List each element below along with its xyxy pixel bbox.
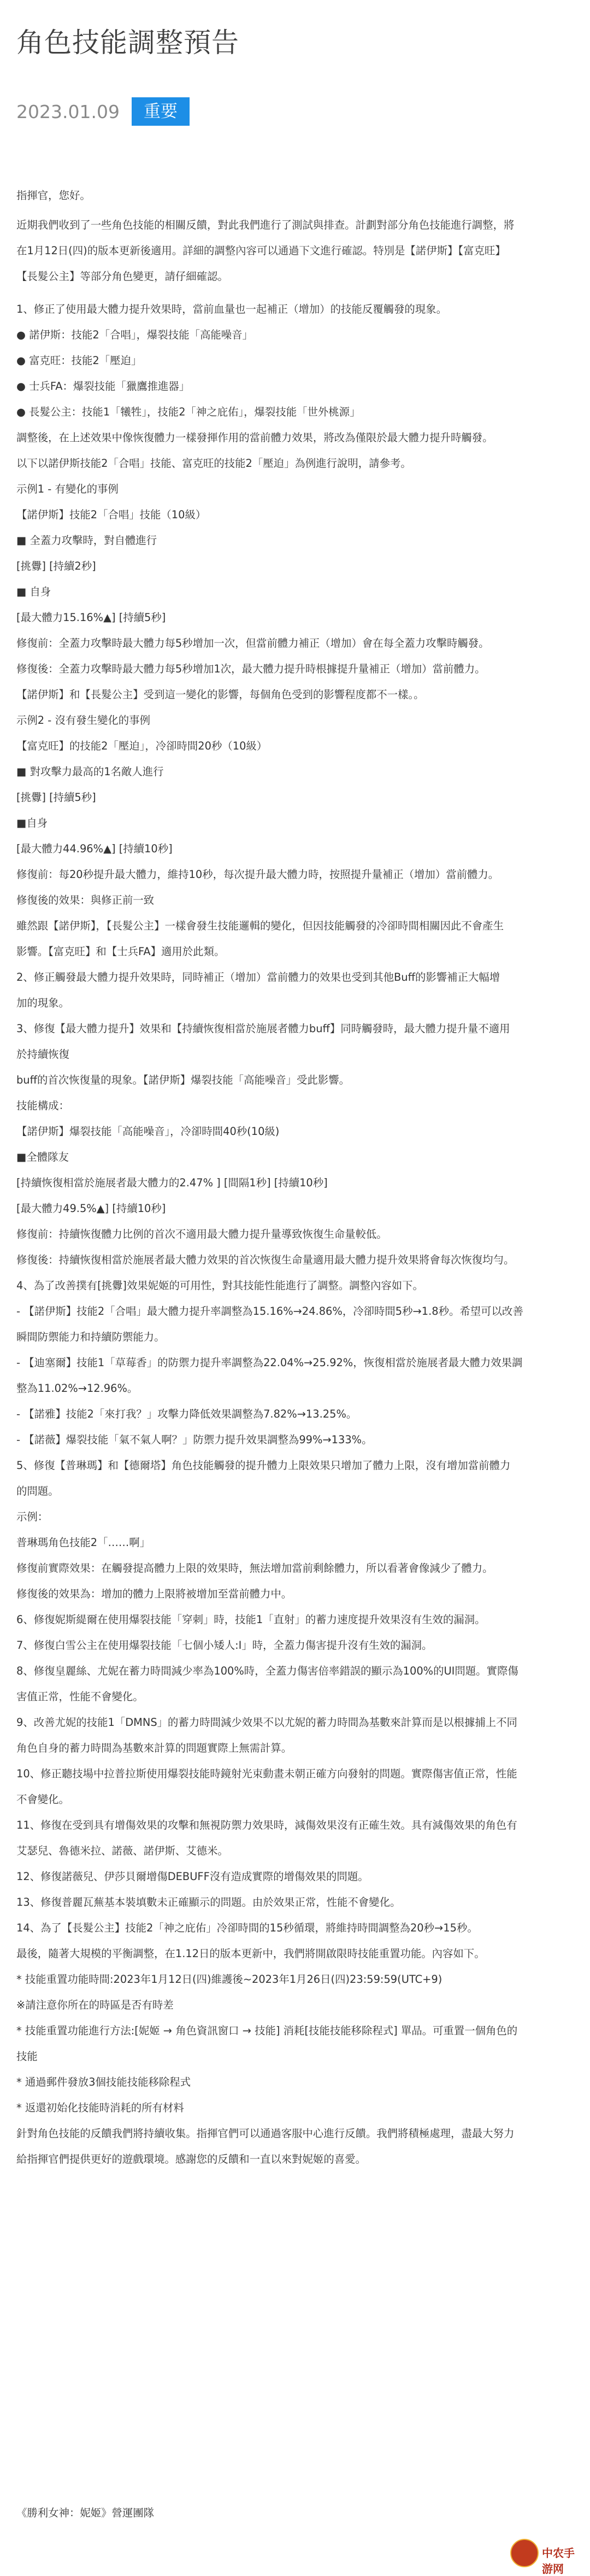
body-line: * 技能重置功能時間:2023年1月12日(四)維護後~2023年1月26日(四)23:59:59(UTC+9) — [16, 1973, 442, 1986]
signature: 《勝利女神：妮姬》營運團隊 — [16, 2507, 155, 2519]
body-line: 【諾伊斯】技能2「合唱」技能（10級） — [16, 508, 206, 521]
body-line: 艾瑟兒、魯德米拉、諾薇、諾伊斯、艾德米。 — [16, 1845, 228, 1857]
body-line: [最大體力49.5%▲] [持續10秒] — [16, 1202, 166, 1215]
body-line: 修復前：全蓋力攻擊時最大體力每5秒增加一次，但當前體力補正（增加）會在每全蓋力攻擊時觸發。 — [16, 637, 489, 649]
body-line: - 【諾雅】技能2「來打我？」攻擊力降低效果調整為7.82%→13.25%。 — [16, 1408, 357, 1420]
body-line: 示例： — [16, 1511, 49, 1523]
body-line: [最大體力44.96%▲] [持續10秒] — [16, 842, 173, 855]
body-line: 修復後的效果為：增加的體力上限將被增加至當前體力中。 — [16, 1588, 292, 1600]
body-line: 12、修復諾薇兒、伊莎貝爾增傷DEBUFF沒有造成實際的增傷效果的問題。 — [16, 1870, 369, 1883]
body-line: ■ 全蓋力攻擊時，對自體進行 — [16, 534, 157, 547]
body-line: 11、修復在受到具有增傷效果的攻擊和無視防禦力效果時，減傷效果沒有正確生效。具有減傷效果的角色有 — [16, 1819, 517, 1831]
body-line: 不會變化。 — [16, 1793, 69, 1806]
body-line: 在1月12日(四)的版本更新後適用。詳細的調整內容可以通過下文進行確認。特別是【諾伊斯】【富克旺】 — [16, 244, 506, 257]
watermark-emblem-icon — [510, 2539, 539, 2567]
body-line: 7、修復白雪公主在使用爆裂技能「七個小矮人:Ⅰ」時，全蓋力傷害提升沒有生效的漏洞。 — [16, 1639, 433, 1652]
body-line: 給指揮官們提供更好的遊戲環境。感謝您的反饋和一直以來對妮姬的喜愛。 — [16, 2153, 366, 2165]
body-line: - 【迪塞爾】技能1「草莓香」的防禦力提升率調整為22.04%→25.92%，恢復相當於施展者最大體力效果調 — [16, 1356, 523, 1369]
body-line: 指揮官，您好。 — [16, 189, 91, 202]
body-line: buff的首次恢復量的現象。【諾伊斯】爆裂技能「高能噪音」受此影響。 — [16, 1074, 350, 1086]
body-line: 9、改善尤妮的技能1「DMNS」的蓄力時間減少效果不以尤妮的蓄力時間為基數來計算而是以根據捕上不同 — [16, 1716, 517, 1729]
body-line: 【諾伊斯】和【長髮公主】受到這一變化的影響，每個角色受到的影響程度都不一樣。。 — [16, 688, 424, 701]
body-line: 普琳瑪角色技能2「……啊」 — [16, 1536, 151, 1549]
body-line: 示例2 - 沒有發生變化的事例 — [16, 714, 150, 727]
body-line: [持續恢復相當於施展者最大體力的2.47% ] [間隔1秒] [持續10秒] — [16, 1176, 328, 1189]
body-line: 【長髮公主】等部分角色變更，請仔細確認。 — [16, 270, 228, 283]
body-line: 10、修正聽技場中拉普拉斯使用爆裂技能時鏡射光束動畫未朝正確方向發射的問題。實際傷害值正常，性能 — [16, 1767, 517, 1780]
body-line: 影響。【富克旺】和【士兵FA】適用於此類。 — [16, 945, 225, 958]
body-line: ■自身 — [16, 817, 48, 829]
body-line: 害值正常，性能不會變化。 — [16, 1690, 144, 1703]
body-line: 技能構成： — [16, 1099, 69, 1112]
body-line: ■ 對攻擊力最高的1名敵人進行 — [16, 765, 164, 778]
body-line: 4、為了改善撲有[挑釁]效果妮姬的可用性，對其技能性能進行了調整。調整內容如下。 — [16, 1279, 423, 1292]
body-line: 技能 — [16, 2050, 38, 2063]
body-line: [挑釁] [持續5秒] — [16, 791, 96, 804]
body-line: * 技能重置功能進行方法:[妮姬 → 角色資訊窗口 → 技能] 消耗[技能技能移除程式] 單品。可重置一個角色的 — [16, 2024, 518, 2037]
body-line: ● 富克旺：技能2「壓迫」 — [16, 354, 142, 367]
important-badge: 重要 — [132, 97, 190, 126]
body-line: ● 諾伊斯：技能2「合唱」，爆裂技能「高能噪音」 — [16, 329, 253, 341]
body-line: 修復前實際效果：在觸發提高體力上限的效果時，無法增加當前剩餘體力，所以看著會像減少了體力。 — [16, 1562, 493, 1574]
body-line: ● 長髮公主：技能1「犧牲」，技能2「神之庇佑」，爆裂技能「世外桃源」 — [16, 406, 361, 418]
body-line: 5、修復【普琳瑪】和【德爾塔】角色技能觸發的提升體力上限效果只增加了體力上限，沒有增加當前體力 — [16, 1459, 511, 1472]
body-line: 修復後：持續恢復相當於施展者最大體力效果的首次恢復生命量適用最大體力提升效果將會每次恢復均勻。 — [16, 1254, 515, 1266]
body-line: * 通過郵件發放3個技能技能移除程式 — [16, 2076, 191, 2088]
body-line: 修復後的效果：與修正前一致 — [16, 894, 155, 906]
body-line: - 【諾薇】爆裂技能「氣不氣人啊？」防禦力提升效果調整為99%→133%。 — [16, 1433, 373, 1446]
body-line: 近期我們收到了一些角色技能的相關反饋，對此我們進行了測試與排查。計劃對部分角色技能進行調整，將 — [16, 219, 515, 231]
publish-date: 2023.01.09 — [16, 101, 120, 122]
body-line: ※請注意你所在的時區是否有時差 — [16, 1999, 174, 2011]
body-line: ● 士兵FA：爆裂技能「獵鷹推進器」 — [16, 380, 190, 393]
body-line: 修復後：全蓋力攻擊時最大體力每5秒增加1次，最大體力提升時根據提升量補正（增加）當前體力。 — [16, 663, 486, 675]
body-line: 【富克旺】的技能2「壓迫」，冷卻時間20秒（10級） — [16, 740, 268, 752]
body-line: 修復前：每20秒提升最大體力，維持10秒，每次提升最大體力時，按照提升量補正（增加）當前體力。 — [16, 868, 499, 881]
body-line: 8、修復皇麗絲、尤妮在蓄力時間減少率為100%時，全蓋力傷害倍率錯誤的顯示為100%的UI問題。實際傷 — [16, 1665, 518, 1677]
body-line: ■全體隊友 — [16, 1151, 69, 1163]
body-line: 以下以諾伊斯技能2「合唱」技能、富克旺的技能2「壓迫」為例進行說明，請參考。 — [16, 457, 411, 470]
body-line: 2、修正觸發最大體力提升效果時，同時補正（增加）當前體力的效果也受到其他Buff的影響補正大幅增 — [16, 971, 500, 983]
body-line: 於持續恢復 — [16, 1048, 69, 1061]
body-line: 角色自身的蓄力時間為基數來計算的問題實際上無需計算。 — [16, 1742, 292, 1754]
body-line: 加的現象。 — [16, 997, 69, 1009]
article-meta — [16, 97, 190, 126]
body-line: 調整後，在上述效果中像恢復體力一樣發揮作用的當前體力效果，將改為僅限於最大體力提升時觸發。 — [16, 431, 493, 444]
body-line: 【諾伊斯】爆裂技能「高能噪音」，冷卻時間40秒(10級) — [16, 1125, 280, 1138]
body-line: 瞬間防禦能力和持續防禦能力。 — [16, 1331, 165, 1343]
body-line: 最後，隨著大規模的平衡調整，在1.12日的版本更新中，我們將開啟限時技能重置功能。內容如下。 — [16, 1947, 485, 1960]
body-line: [挑釁] [持續2秒] — [16, 560, 96, 572]
body-line: 的問題。 — [16, 1485, 59, 1497]
body-line: [最大體力15.16%▲] [持續5秒] — [16, 611, 166, 624]
body-line: 1、修正了使用最大體力提升效果時，當前血量也一起補正（增加）的技能反覆觸發的現象。 — [16, 303, 447, 315]
body-line: 示例1 - 有變化的事例 — [16, 483, 119, 495]
article-body — [16, 189, 579, 2178]
body-line: 修復前：持續恢復體力比例的首次不適用最大體力提升量導致恢復生命量較低。 — [16, 1228, 387, 1240]
body-line: 13、修復普麗瓦蕪基本裝填數未正確顯示的問題。由於效果正常，性能不會變化。 — [16, 1896, 401, 1908]
body-line: 針對角色技能的反饋我們將持續收集。指揮官們可以通過客服中心進行反饋。我們將積極處理，盡最大努力 — [16, 2127, 515, 2140]
body-line: 雖然跟【諾伊斯】，【長髮公主】一樣會發生技能邏輯的變化，但因技能觸發的冷卻時間相關因此不會產生 — [16, 920, 504, 932]
body-line: 3、修復【最大體力提升】效果和【持續恢復相當於施展者體力buff】同時觸發時，最大體力提升量不適用 — [16, 1022, 510, 1035]
body-line: ■ 自身 — [16, 586, 51, 598]
body-line: 6、修復妮斯緹爾在使用爆裂技能「穿刺」時，技能1「直射」的蓄力速度提升效果沒有生效的漏洞。 — [16, 1613, 486, 1626]
body-line: 14、為了【長髮公主】技能2「神之庇佑」冷卻時間的15秒循環，將維持時間調整為20秒→15秒。 — [16, 1922, 478, 1934]
body-line: 整為11.02%→12.96%。 — [16, 1382, 138, 1395]
body-line: * 返還初始化技能時消耗的所有材料 — [16, 2101, 184, 2114]
watermark-logo — [508, 2537, 585, 2575]
watermark-text: 中农手游网 — [542, 2546, 575, 2575]
article-title: 角色技能調整預告 — [16, 27, 239, 58]
body-line: - 【諾伊斯】技能2「合唱」最大體力提升率調整為15.16%→24.86%，冷卻時間5秒→1.8秒。希望可以改善 — [16, 1305, 523, 1318]
